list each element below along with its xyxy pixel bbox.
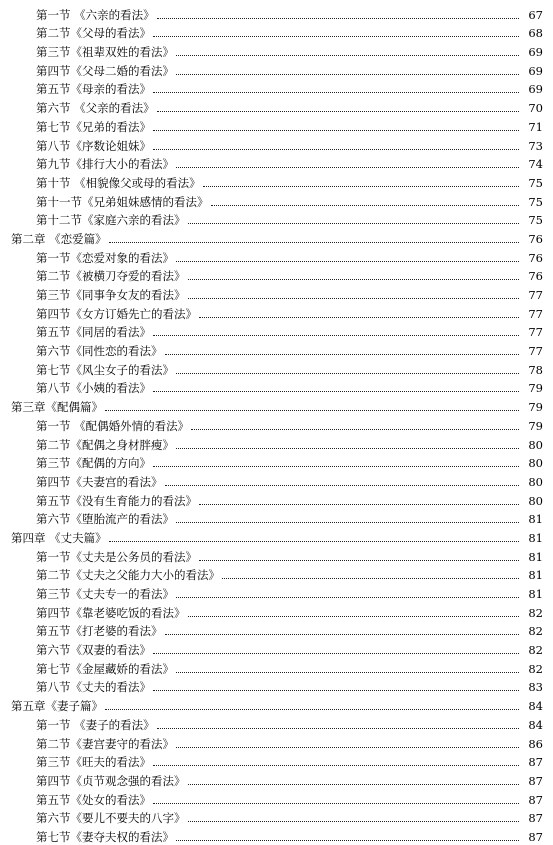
toc-entry-title: 第二节《妻宫妻守的看法》: [36, 736, 174, 751]
toc-section-entry[interactable]: [0, 209, 553, 228]
toc-entry-title: 第三节《祖辈双姓的看法》: [36, 45, 174, 60]
toc-entry-title: 第一节 《配偶婚外情的看法》: [36, 418, 190, 433]
toc-entry-title: 第三节《丈夫专一的看法》: [36, 587, 174, 601]
toc-page-number: 87: [528, 792, 543, 807]
toc-entry-title: 第二节《丈夫之父能力大小的看法》: [36, 568, 220, 583]
dot-leader: [105, 410, 519, 411]
toc-entry-title: 第四节《夫妻宫的看法》: [36, 474, 163, 489]
toc-section-entry[interactable]: [0, 582, 553, 601]
toc-entry-title: 第三节《旺夫的看法》: [36, 755, 151, 770]
toc-entry-title: 第三节《配偶的方向》: [36, 456, 151, 471]
toc-entry-title: 第六节 《父亲的看法》: [36, 101, 155, 116]
toc-entry-title: 第六节《要儿不要夫的八字》: [36, 811, 186, 826]
dot-leader: [176, 55, 519, 56]
toc-section-entry[interactable]: [0, 713, 553, 732]
dot-leader: [222, 578, 519, 579]
toc-entry-title: 第九节《排行大小的看法》: [36, 157, 174, 172]
toc-entry-title: 第三章《配偶篇》: [11, 400, 103, 415]
toc-page-number: 84: [528, 717, 543, 732]
dot-leader: [176, 840, 519, 841]
toc-section-entry[interactable]: [0, 358, 553, 377]
toc-section-entry[interactable]: [0, 601, 553, 620]
toc-page-number: 75: [528, 194, 543, 209]
dot-leader: [188, 821, 520, 822]
toc-page-number: 80: [528, 456, 543, 471]
toc-page-number: 75: [528, 213, 543, 228]
toc-section-entry[interactable]: [0, 657, 553, 676]
dot-leader: [153, 765, 519, 766]
dot-leader: [153, 803, 519, 804]
toc-page-number: 81: [528, 512, 543, 527]
toc-section-entry[interactable]: [0, 620, 553, 639]
toc-page-number: 69: [528, 63, 543, 78]
toc-entry-title: 第六节《同性恋的看法》: [36, 344, 163, 359]
toc-section-entry[interactable]: [0, 321, 553, 340]
toc-entry-title: 第五章《妻子篇》: [11, 699, 103, 714]
toc-entry-title: 第十节 《相貌像父或母的看法》: [36, 175, 201, 190]
dot-leader: [188, 784, 520, 785]
dot-leader: [191, 429, 519, 430]
toc-entry-title: 第四节《贞节观念强的看法》: [36, 773, 186, 788]
toc-page-number: 79: [528, 418, 543, 433]
dot-leader: [176, 448, 519, 449]
dot-leader: [157, 728, 519, 729]
toc-entry-title: 第四节《父母二婚的看法》: [36, 63, 174, 78]
toc-section-entry[interactable]: [0, 59, 553, 78]
dot-leader: [176, 597, 519, 598]
toc-section-entry[interactable]: [0, 508, 553, 527]
toc-section-entry[interactable]: [0, 22, 553, 41]
dot-leader: [153, 653, 519, 654]
toc-page-number: 87: [528, 773, 543, 788]
toc-entry-title: 第三节《同事争女友的看法》: [36, 288, 186, 302]
toc-entry-title: 第五节《打老婆的看法》: [36, 624, 163, 639]
toc-section-entry[interactable]: [0, 40, 553, 59]
toc-section-entry[interactable]: [0, 452, 553, 471]
dot-leader: [203, 186, 519, 187]
toc-page-number: 78: [528, 362, 543, 377]
toc-section-entry[interactable]: [0, 489, 553, 508]
dot-leader: [165, 354, 520, 355]
toc-page-number: 81: [528, 568, 543, 583]
toc-section-entry[interactable]: [0, 153, 553, 172]
toc-entry-title: 第四章 《丈夫篇》: [11, 530, 107, 545]
toc-page-number: 73: [528, 138, 543, 153]
toc-page-number: 81: [528, 587, 543, 601]
toc-entry-title: 第六节《堕胎流产的看法》: [36, 512, 174, 527]
toc-entry-title: 第二章 《恋爱篇》: [11, 231, 107, 246]
toc-section-entry[interactable]: [0, 302, 553, 321]
toc-page-number: 67: [528, 7, 543, 22]
dot-leader: [153, 36, 519, 37]
toc-section-entry[interactable]: [0, 545, 553, 564]
toc-section-entry[interactable]: [0, 265, 553, 284]
toc-page-number: 83: [528, 680, 543, 695]
toc-chapter-entry[interactable]: [0, 526, 553, 545]
toc-section-entry[interactable]: [0, 470, 553, 489]
toc-entry-title: 第七节《金屋藏娇的看法》: [36, 661, 174, 676]
toc-entry-title: 第五节《没有生育能力的看法》: [36, 493, 197, 508]
dot-leader: [211, 205, 520, 206]
toc-entry-title: 第五节《母亲的看法》: [36, 82, 151, 97]
toc-page-number: 76: [528, 250, 543, 265]
toc-entry-title: 第八节《丈夫的看法》: [36, 680, 151, 695]
dot-leader: [153, 690, 519, 691]
toc-entry-title: 第二节《被横刀夺爱的看法》: [36, 269, 186, 284]
toc-page-number: 86: [528, 736, 543, 751]
toc-page-number: 68: [528, 26, 543, 41]
toc-page-number: 80: [528, 437, 543, 452]
toc-section-entry[interactable]: [0, 807, 553, 826]
toc-page-number: 82: [528, 624, 543, 639]
toc-page-number: 69: [528, 45, 543, 60]
toc-page-number: 76: [528, 269, 543, 284]
toc-page-number: 79: [528, 381, 543, 396]
toc-entry-title: 第五节《同居的看法》: [36, 325, 151, 340]
toc-page-number: 74: [528, 157, 543, 172]
dot-leader: [153, 130, 519, 131]
dot-leader: [153, 335, 519, 336]
toc-page-number: 87: [528, 829, 543, 844]
dot-leader: [165, 485, 520, 486]
dot-leader: [176, 167, 519, 168]
toc-page-number: 71: [528, 119, 543, 134]
toc-entry-title: 第四节《女方订婚先亡的看法》: [36, 306, 197, 321]
dot-leader: [176, 261, 519, 262]
toc-entry-title: 第七节《妻夺夫权的看法》: [36, 829, 174, 844]
dot-leader: [188, 298, 520, 299]
toc-page-number: 77: [528, 325, 543, 340]
toc-entry-title: 第六节《双妻的看法》: [36, 643, 151, 658]
dot-leader: [109, 242, 519, 243]
toc-page-number: 69: [528, 82, 543, 97]
toc-page-number: 81: [528, 530, 543, 545]
toc-page-number: 70: [528, 101, 543, 116]
toc-entry-title: 第一节 《六亲的看法》: [36, 7, 155, 22]
dot-leader: [165, 634, 520, 635]
toc-entry-title: 第二节《父母的看法》: [36, 26, 151, 41]
toc-entry-title: 第八节《小姨的看法》: [36, 381, 151, 396]
toc-section-entry[interactable]: [0, 788, 553, 807]
toc-entry-title: 第一节《恋爱对象的看法》: [36, 250, 174, 265]
toc-section-entry[interactable]: [0, 246, 553, 265]
toc-entry-title: 第一节《丈夫是公务员的看法》: [36, 549, 197, 564]
toc-section-entry[interactable]: [0, 825, 553, 844]
toc-section-entry[interactable]: [0, 676, 553, 695]
toc-section-entry[interactable]: [0, 190, 553, 209]
toc-page-number: 82: [528, 605, 543, 620]
dot-leader: [188, 279, 520, 280]
toc-section-entry[interactable]: [0, 414, 553, 433]
dot-leader: [176, 373, 519, 374]
toc-section-entry[interactable]: [0, 115, 553, 134]
dot-leader: [157, 18, 519, 19]
dot-leader: [199, 560, 519, 561]
dot-leader: [153, 466, 519, 467]
toc-section-entry[interactable]: [0, 78, 553, 97]
toc-page-number: 77: [528, 306, 543, 321]
toc-entry-title: 第一节 《妻子的看法》: [36, 717, 155, 732]
toc-chapter-entry[interactable]: [0, 694, 553, 713]
toc-section-entry[interactable]: [0, 377, 553, 396]
toc-page-number: 81: [528, 549, 543, 564]
toc-section-entry[interactable]: [0, 134, 553, 153]
dot-leader: [176, 522, 519, 523]
toc-entry-title: 第二节《配偶之身材胖瘦》: [36, 437, 174, 452]
dot-leader: [176, 747, 519, 748]
toc-page-number: 77: [528, 288, 543, 302]
toc-section-entry[interactable]: [0, 564, 553, 583]
toc-page-number: 76: [528, 231, 543, 246]
dot-leader: [188, 616, 520, 617]
toc-entry-title: 第八节《序数论姐妹》: [36, 138, 151, 153]
toc-entry-title: 第五节《处女的看法》: [36, 792, 151, 807]
toc-chapter-entry[interactable]: [0, 227, 553, 246]
toc-entry-title: 第七节《风尘女子的看法》: [36, 362, 174, 377]
toc-section-entry[interactable]: [0, 283, 553, 302]
toc-page-number: 80: [528, 493, 543, 508]
toc-page-number: 82: [528, 643, 543, 658]
toc-section-entry[interactable]: [0, 751, 553, 770]
dot-leader: [105, 709, 519, 710]
toc-page-number: 77: [528, 344, 543, 359]
dot-leader: [157, 111, 519, 112]
toc-section-entry[interactable]: [0, 769, 553, 788]
dot-leader: [176, 74, 519, 75]
dot-leader: [176, 672, 519, 673]
toc-section-entry[interactable]: [0, 171, 553, 190]
dot-leader: [199, 504, 519, 505]
toc-entry-title: 第十二节《家庭六亲的看法》: [36, 213, 186, 228]
dot-leader: [153, 149, 519, 150]
toc-chapter-entry[interactable]: [0, 395, 553, 414]
toc-section-entry[interactable]: [0, 732, 553, 751]
toc-section-entry[interactable]: [0, 433, 553, 452]
dot-leader: [199, 317, 519, 318]
toc-entry-title: 第十一节《兄弟姐妹感情的看法》: [36, 194, 209, 209]
toc-page-number: 84: [528, 699, 543, 714]
dot-leader: [153, 391, 519, 392]
toc-entry-title: 第七节《兄弟的看法》: [36, 119, 151, 134]
toc-page-number: 75: [528, 175, 543, 190]
toc-page-number: 80: [528, 474, 543, 489]
toc-page-number: 87: [528, 811, 543, 826]
dot-leader: [188, 223, 520, 224]
toc-entry-title: 第四节《靠老婆吃饭的看法》: [36, 605, 186, 620]
toc-section-entry[interactable]: [0, 3, 553, 22]
toc-page-number: 82: [528, 661, 543, 676]
toc-section-entry[interactable]: [0, 638, 553, 657]
toc-page-number: 87: [528, 755, 543, 770]
toc-section-entry[interactable]: [0, 96, 553, 115]
toc-page-number: 79: [528, 400, 543, 415]
toc-section-entry[interactable]: [0, 339, 553, 358]
dot-leader: [109, 541, 519, 542]
dot-leader: [153, 92, 519, 93]
table-of-contents: [0, 3, 553, 844]
